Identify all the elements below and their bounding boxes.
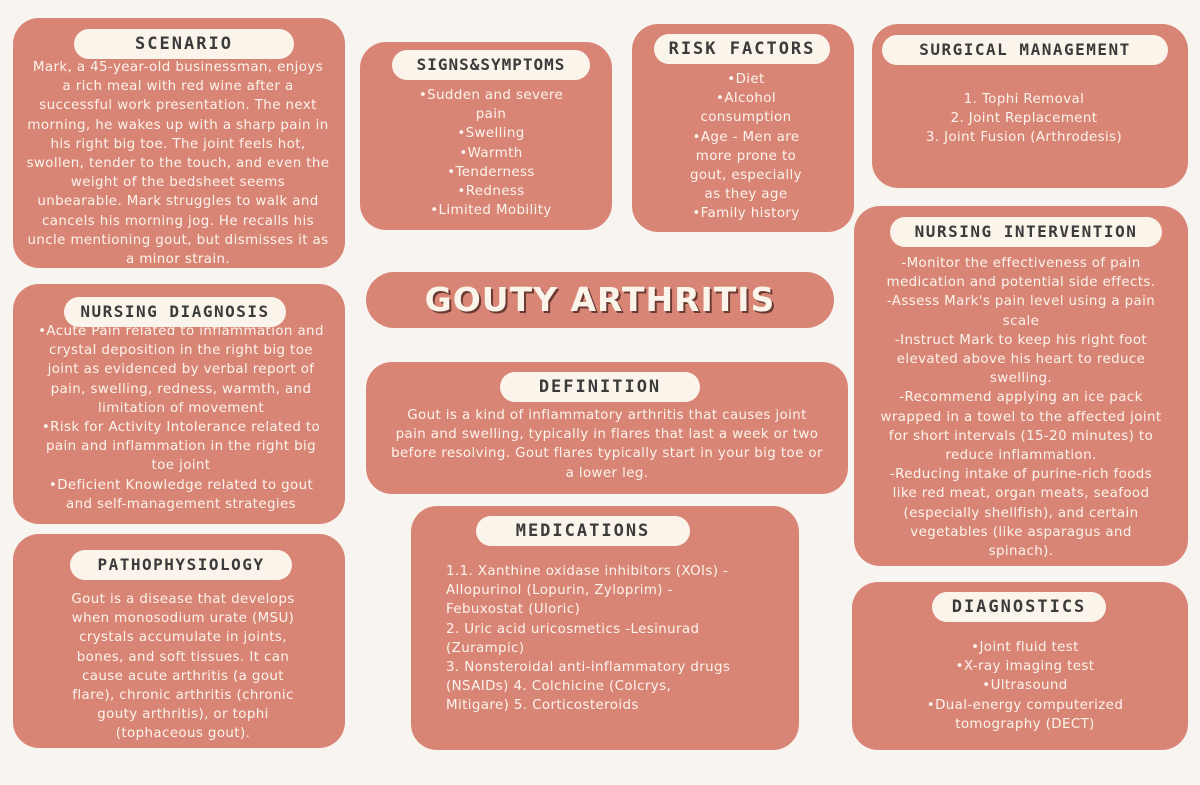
risk-factors-heading: RISK FACTORS — [654, 34, 830, 64]
scenario-text: Mark, a 45-year-old businessman, enjoys a rich meal with red wine after a successful work presentation. The next morning, he wakes up with a sharp pain in his right big toe. The joint feels hot, swollen, tender to the touch, and even the weight of the bedsheet seems unbearable. Mark struggles to walk and cancels his morning jog. He recalls his uncle mentioning gout, but dismisses it as a minor strain. — [26, 60, 330, 268]
signs-symptoms-heading: SIGNS&SYMPTOMS — [392, 50, 590, 80]
nursing-intervention-heading: NURSING INTERVENTION — [890, 217, 1162, 247]
surgical-management-heading: SURGICAL MANAGEMENT — [882, 35, 1168, 65]
scenario-heading: SCENARIO — [74, 29, 294, 59]
nursing-diagnosis-heading: NURSING DIAGNOSIS — [64, 297, 286, 327]
diagnostics-text: •Joint fluid test •X-ray imaging test •Ultrasound •Dual-energy computerized tomography (DECT) — [926, 640, 1124, 732]
risk-factors-text: •Diet •Alcohol consumption •Age - Men are more prone to gout, especially as they age •Family history — [690, 72, 802, 222]
nursing-intervention-text: -Monitor the effectiveness of pain medication and potential side effects. -Assess Mark's pain level using a pain scale -Instruct Mark to keep his right foot elevated above his heart to reduce swelling. -Recommend applying an ice pack wrapped in a towel to the affected joint for short intervals (15-20 minutes) to reduce inflammation. -Reducing intake of purine-rich foods like red meat, organ meats, seafood (especially shellfish), and certain vegetables (like asparagus and spinach). — [880, 256, 1162, 560]
pathophysiology-heading: PATHOPHYSIOLOGY — [70, 550, 292, 580]
page-title: GOUTY ARTHRITIS — [366, 272, 834, 328]
diagnostics-heading: DIAGNOSTICS — [932, 592, 1106, 622]
medications-text: 1.1. Xanthine oxidase inhibitors (XOIs) - Allopurinol (Lopurin, Zyloprim) - Febuxostat (Uloric) 2. Uric acid uricosmetics -Lesinurad (Zurampic) 3. Nonsteroidal anti-inflammatory drugs (NSAIDs) 4. Colchicine (Colcrys, Mitigare) 5. Corticosteroids — [446, 564, 731, 714]
surgical-management-text: 1. Tophi Removal 2. Joint Replacement 3. Joint Fusion (Arthrodesis) — [925, 92, 1123, 146]
medications-heading: MEDICATIONS — [476, 516, 690, 546]
definition-text: Gout is a kind of inflammatory arthritis that causes joint pain and swelling, typically in flares that last a week or two before resolving. Gout flares typically start in your big toe or a lower leg. — [391, 408, 823, 481]
nursing-diagnosis-text: •Acute Pain related to inflammation and crystal deposition in the right big toe joint as evidenced by verbal report of pain, swelling, redness, warmth, and limitation of movement •Risk for Activity Intolerance related to pain and inflammation in the right big toe joint •Deficient Knowledge related to gout and self-management strategies — [38, 324, 324, 512]
definition-heading: DEFINITION — [500, 372, 700, 402]
signs-symptoms-text: •Sudden and severe pain •Swelling •Warmth •Tenderness •Redness •Limited Mobility — [418, 88, 564, 219]
pathophysiology-text: Gout is a disease that develops when monosodium urate (MSU) crystals accumulate in joints, bones, and soft tissues. It can cause acute arthritis (a gout flare), chronic arthritis (chronic gouty arthritis), or tophi (tophaceous gout). — [71, 592, 295, 742]
